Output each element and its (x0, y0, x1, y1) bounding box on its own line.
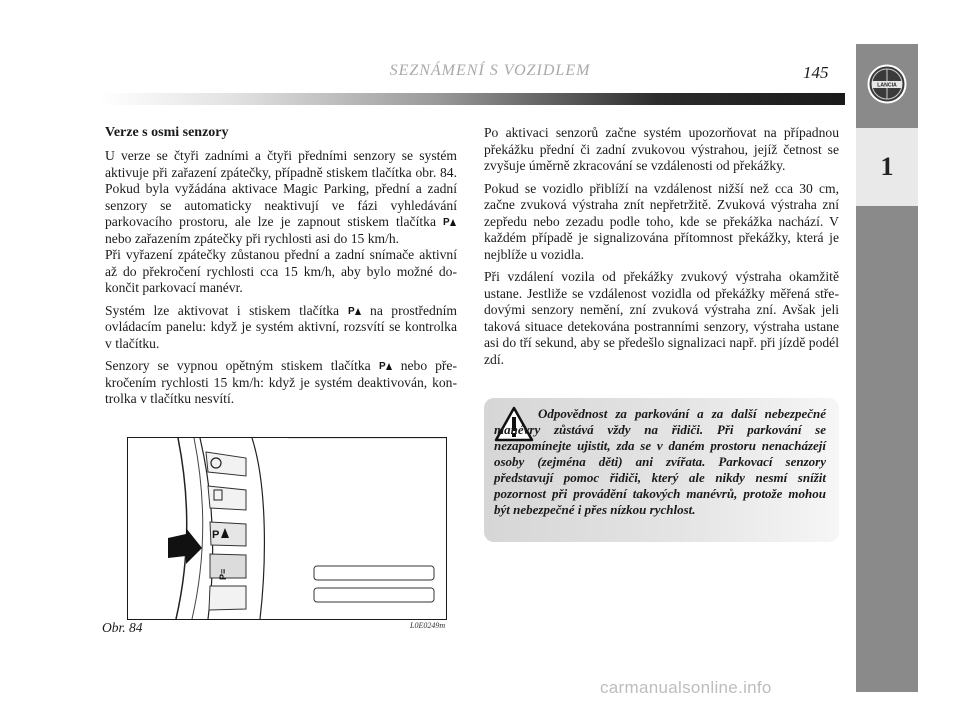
section-heading: Verze s osmi senzory (105, 125, 229, 140)
parking-sensor-icon (348, 304, 362, 316)
svg-text:P: P (347, 305, 355, 316)
paragraph-text: Systém lze aktivovat i stiskem tlačítka (105, 302, 340, 318)
svg-text:P≡: P≡ (218, 568, 228, 580)
paragraph-button (105, 303, 457, 353)
parking-sensor-icon (443, 215, 457, 227)
paragraph-text: Při vyřazení zpátečky zůstanou přední a zadní snímače aktivní až do překročení rychlosti cca 15 km/h, aby bylo možné dokončit parkovací manévr. (105, 247, 457, 295)
svg-text:P: P (443, 217, 450, 227)
running-header-title: SEZNÁMENÍ S VOZIDLEM (389, 62, 591, 79)
left-column (105, 125, 457, 414)
warning-box (484, 398, 839, 542)
paragraph-text: U verze se čtyři zadními a čtyři předními senzory se systém aktivuje při zařazení zpátečky, případně stiskem tlačítka obr. 84. Pokud byla vyžádána aktivace Magic Parking, přední a zadní senzory se automaticky neaktivují ve fázi vyhledávání parkovacího prostoru, ale lze je zapnout stiskem tlačítka (105, 148, 457, 229)
chapter-side-tab (856, 44, 918, 692)
paragraph-deactivation (105, 358, 457, 408)
paragraph-text: nebo překročením rychlosti 15 km/h: když je systém deaktivován, kontrolka v tlačítku nesvítí. (105, 358, 458, 406)
svg-text:P: P (212, 529, 220, 541)
page-number: 145 (803, 63, 829, 82)
paragraph-text: nebo zařazením zpátečky při rychlosti asi do 15 km/h. (105, 230, 400, 246)
right-column (484, 125, 839, 374)
lancia-logo-icon (867, 64, 907, 104)
warning-text: Odpovědnost za parkování a za další nebezpečné manévry zůstává vždy na řidiči. Při parkování se nezapomínejte ujistit, zda se v daném prostoru nenacházejí osoby (zejména děti) ani zvířata. Parkovací senzory představují pomoc řidiči, který ale nikdy nesmí snížit pozornost při provádění takových manévrů, protože mohou být nebezpečné i přes nízkou rychlost. (494, 406, 826, 517)
figure-illustration (127, 437, 447, 620)
watermark-text: carmanualsonline.info (600, 678, 772, 697)
paragraph-text: na prostředním ovládacím panelu: když je systém aktivní, rozsvítí se kontrolka v tlačítku. (105, 302, 457, 351)
figure-caption: Obr. 84 (102, 620, 143, 635)
paragraph-sound-stop: Při vzdálení vozila od překážky zvukový výstraha okamžitě ustane. Jestliže se vzdálenost vozidla od překážky měřená středovými senzory nemění, zní zvuková výstraha zní. Avšak jeli taková situace detekována postranními senzory, výstraha ustane asi do tří sekund, aby se předešlo signalizaci např. při jízdě podél zdí. (484, 269, 839, 367)
svg-text:LANCIA: LANCIA (877, 82, 897, 89)
logo-box (856, 44, 918, 128)
paragraph-text: Senzory se vypnou opětným stiskem tlačítka (105, 358, 371, 373)
header-rule (100, 93, 845, 105)
paragraph-continuous-sound: Pokud se vozidlo přiblíží na vzdálenost nižší než cca 30 cm, začne zvuková výstraha znít nepřetržitě. Zvuková výstraha zní zepředu nebo zezadu podle toho, kde se překážka nachází. V každém případě je signalizována přítomnost překážky, která je nejblíže u vozidla. (484, 180, 839, 262)
paragraph-activation (105, 148, 457, 297)
svg-text:P: P (378, 361, 386, 371)
dashboard-panel-drawing (128, 438, 446, 619)
figure-code: L0E0249m (410, 621, 446, 630)
parking-sensor-icon (379, 359, 393, 371)
paragraph-warning-sound: Po aktivaci senzorů začne systém upozorňovat na případnou překážku přední či zadní zvukovou výstrahou, jejíž četnost se zvyšuje úměrně zkracování se vzdálenosti od překážky. (484, 125, 839, 173)
chapter-number: 1 (856, 128, 918, 206)
